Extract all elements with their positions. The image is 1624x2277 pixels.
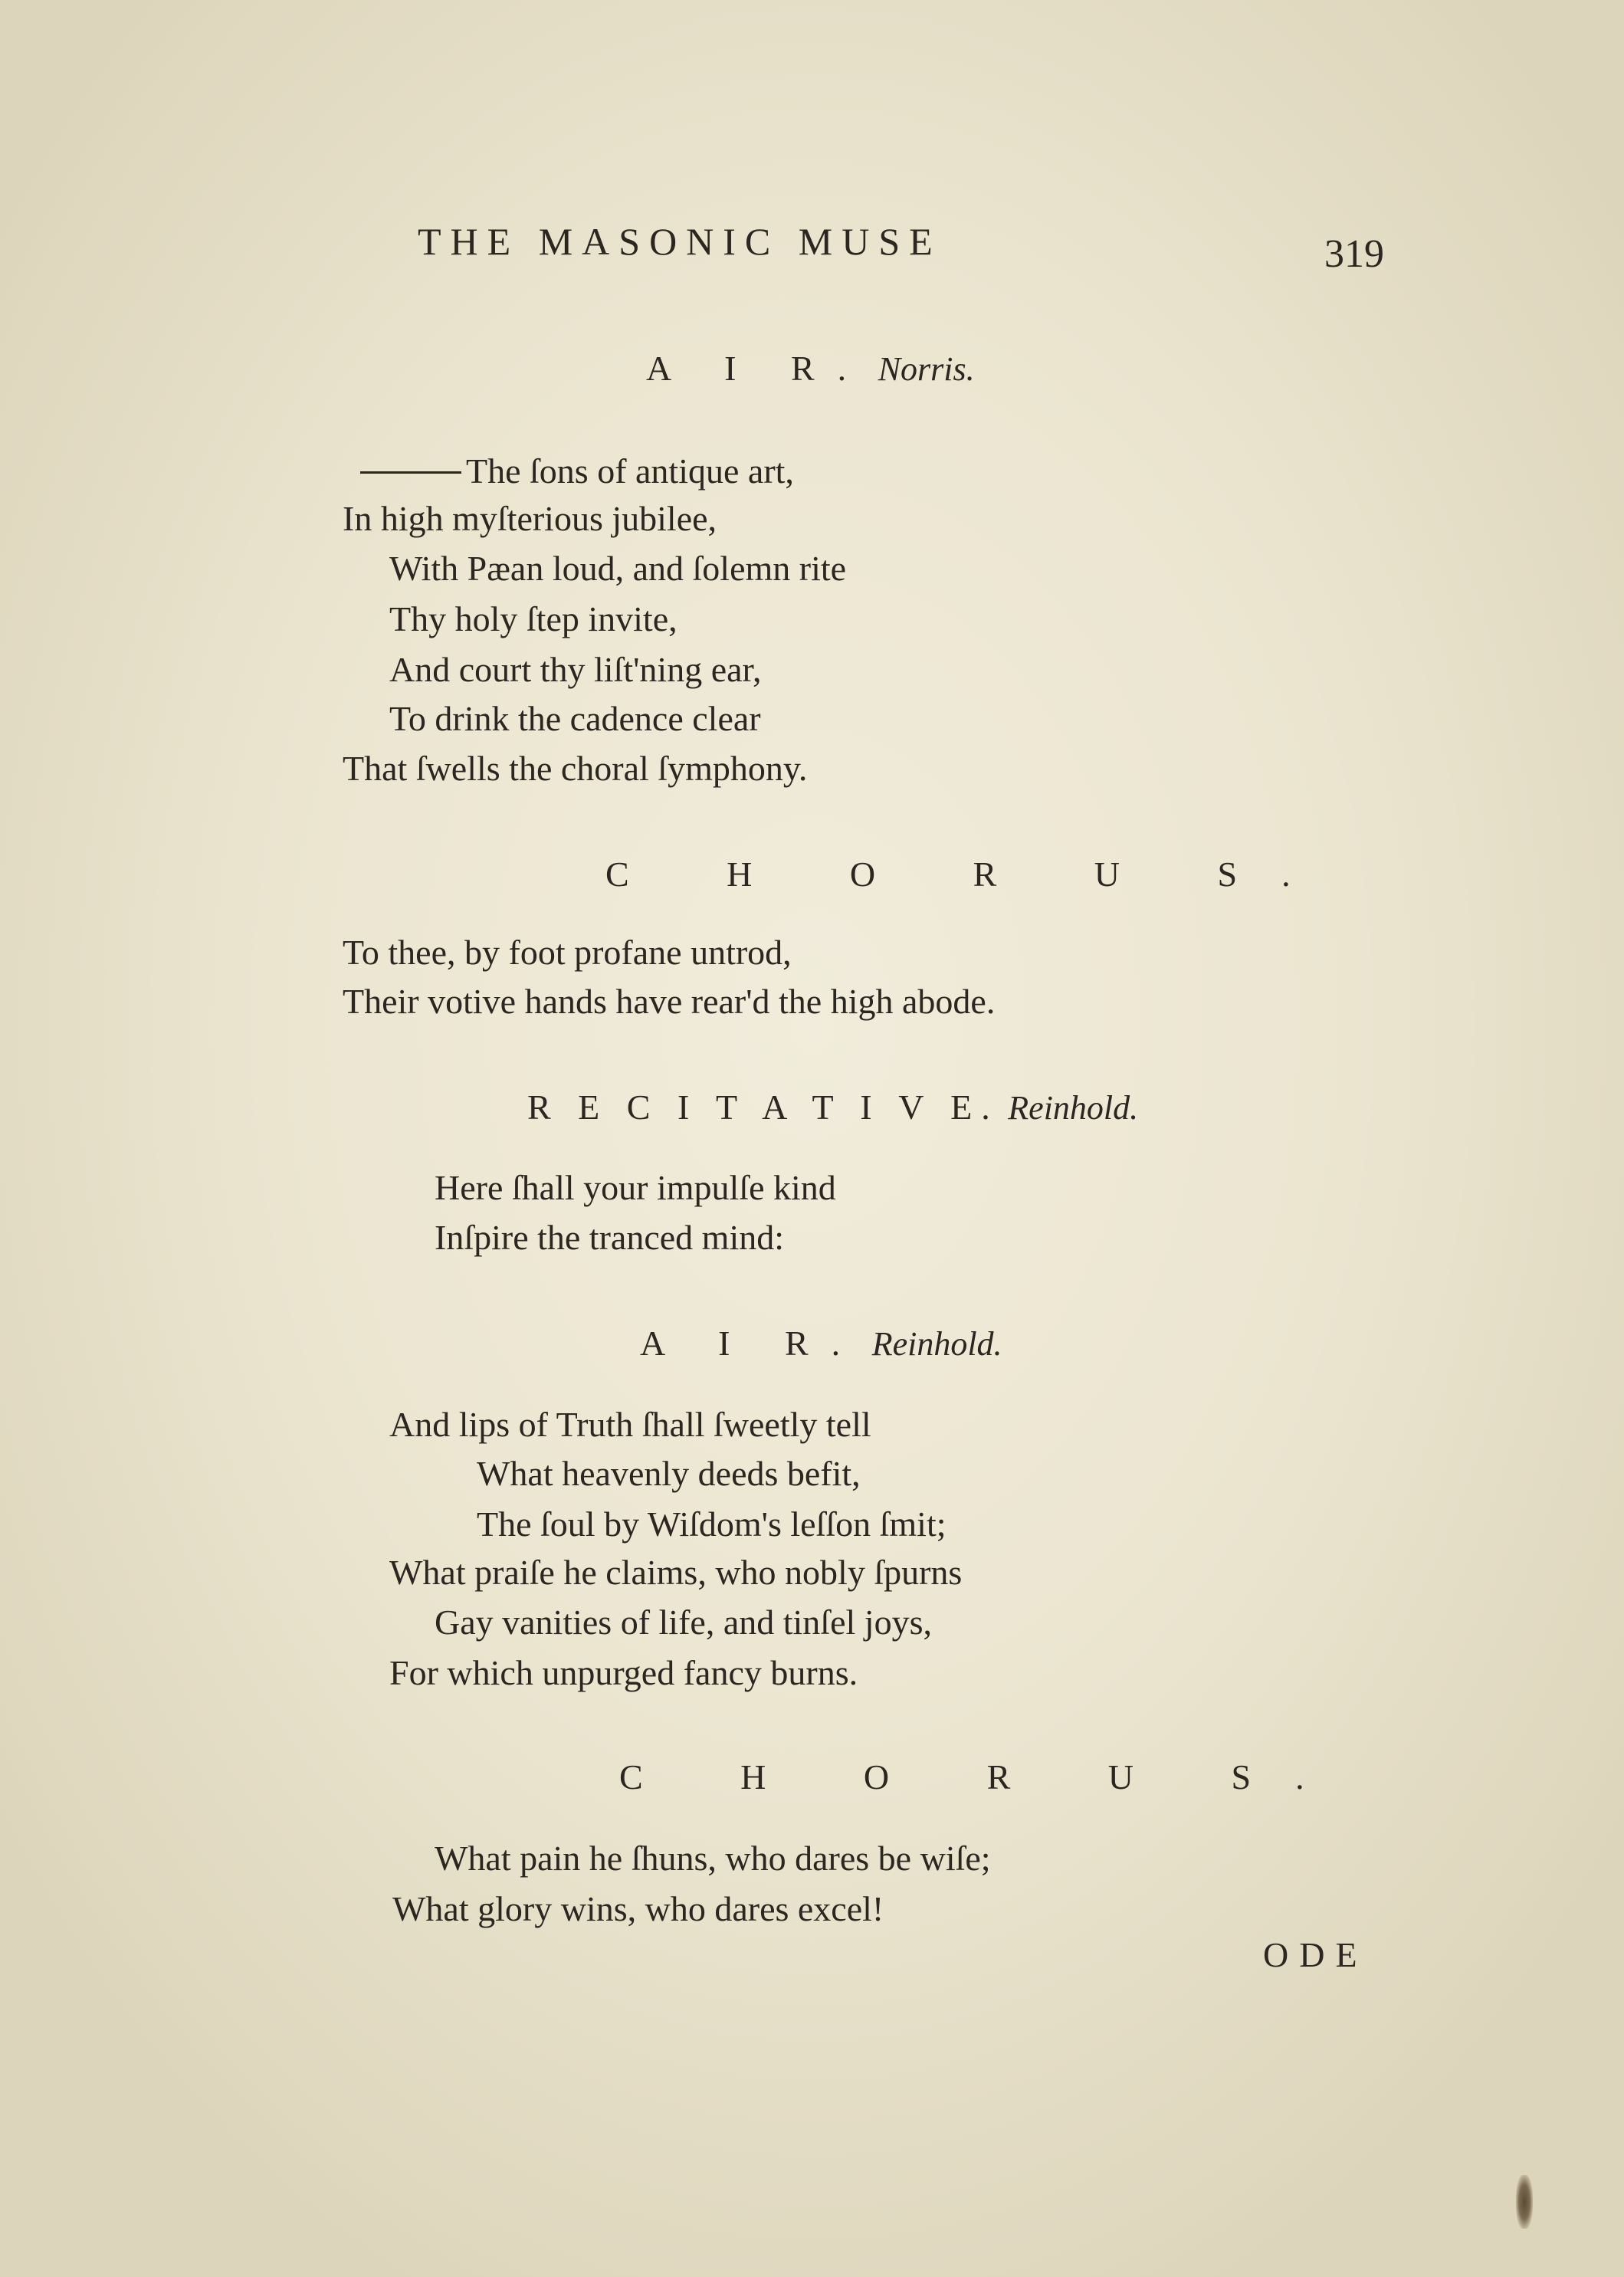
section-heading-chorus <box>605 857 1335 892</box>
verse-line: In high myſterious jubilee, <box>343 499 717 538</box>
section-attribution: Reinhold. <box>1008 1089 1139 1127</box>
verse-line: Their votive hands have rear'd the high abode. <box>343 982 996 1021</box>
verse-line: To drink the cadence clear <box>389 699 761 738</box>
verse-line: That ſwells the choral ſymphony. <box>343 749 808 788</box>
verse-line: To thee, by foot profane untrod, <box>343 933 792 972</box>
section-attribution: Norris. <box>878 350 975 388</box>
section-attribution: Reinhold. <box>871 1325 1002 1363</box>
verse-line: And lips of Truth ſhall ſweetly tell <box>389 1405 871 1444</box>
section-label: A I R. <box>646 349 870 388</box>
em-dash-rule <box>360 471 461 474</box>
verse-line: And court thy liſt'ning ear, <box>389 650 762 689</box>
verse-line-text: The ſons of antique art, <box>466 451 794 491</box>
section-label: A I R. <box>640 1324 864 1363</box>
verse-line: For which unpurged fancy burns. <box>389 1653 858 1692</box>
verse-line: What heavenly deeds befit, <box>477 1454 861 1493</box>
verse-line: With Pæan loud, and ſolemn rite <box>389 549 847 588</box>
running-title: THE MASONIC MUSE <box>418 220 942 263</box>
verse-line: The ſoul by Wiſdom's leſſon ſmit; <box>477 1504 947 1544</box>
section-heading-air-norris <box>646 351 975 386</box>
section-heading-recitative-reinhold <box>527 1090 1138 1125</box>
verse-line: What glory wins, who dares excel! <box>392 1889 884 1928</box>
section-heading-chorus <box>619 1757 1349 1796</box>
verse-line <box>360 451 794 491</box>
ink-blot-mark <box>1516 2175 1533 2229</box>
section-label: C H O R U S. <box>619 1757 1349 1796</box>
verse-line: Inſpire the tranced mind: <box>435 1218 785 1257</box>
verse-line: What praiſe he claims, who nobly ſpurns <box>389 1553 963 1592</box>
section-heading-air-reinhold <box>640 1326 1002 1361</box>
verse-line: What pain he ſhuns, who dares be wiſe; <box>435 1839 991 1878</box>
verse-line: Thy holy ſtep invite, <box>389 599 677 638</box>
page-number: 319 <box>1324 232 1384 276</box>
section-label: R E C I T A T I V E. <box>527 1088 999 1127</box>
section-label: C H O R U S. <box>605 855 1335 894</box>
verse-line: Here ſhall your impulſe kind <box>435 1168 836 1207</box>
verse-line: Gay vanities of life, and tinſel joys, <box>435 1603 932 1642</box>
catchword: ODE <box>1263 1935 1368 1974</box>
